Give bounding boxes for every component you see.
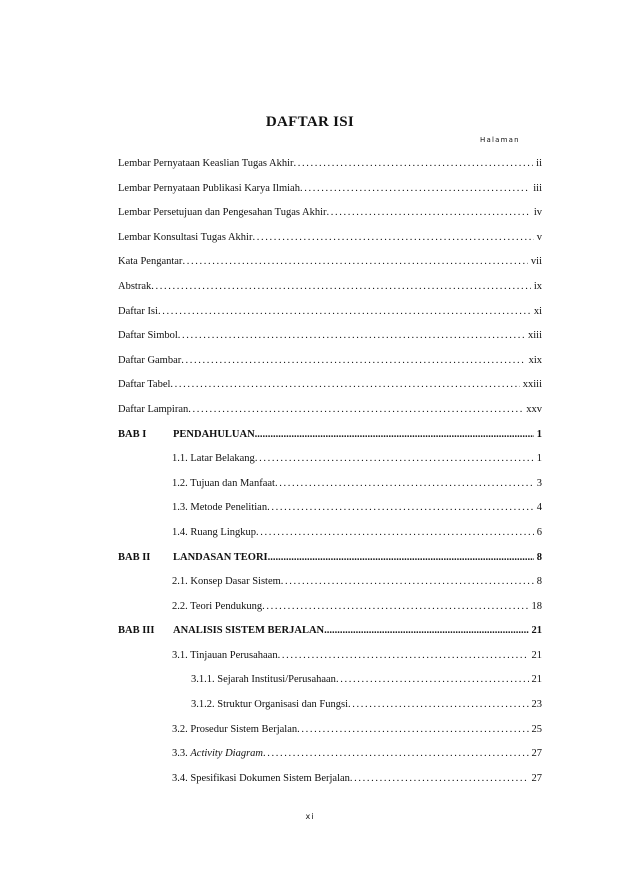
chapter-title: ANALISIS SISTEM BERJALAN: [173, 625, 325, 637]
chapter-number: BAB III: [118, 625, 155, 637]
page-number-footer: xi: [305, 812, 315, 821]
toc-entry[interactable]: Daftar Lampiran . . . xxv: [118, 396, 542, 421]
chapter-title: PENDAHULUAN: [173, 428, 255, 440]
toc-entry[interactable]: Daftar Simbol . . . xiii: [118, 322, 542, 347]
chapter-number: BAB II: [118, 551, 151, 563]
toc-subentry[interactable]: 2.1. Konsep Dasar Sistem . . . 8: [172, 568, 542, 593]
toc-entry[interactable]: Lembar Pernyataan Keaslian Tugas Akhir . . . ii: [118, 150, 542, 175]
page-column-header: Halaman: [480, 136, 520, 144]
toc-subentry[interactable]: 3.4. Spesifikasi Dokumen Sistem Berjalan . . . 27: [172, 765, 542, 790]
table-of-contents: [0, 150, 620, 789]
toc-entry[interactable]: Lembar Persetujuan dan Pengesahan Tugas Akhir . . . iv: [118, 199, 542, 224]
toc-subentry[interactable]: 1.4. Ruang Lingkup . . . 6: [172, 519, 542, 544]
toc-subentry[interactable]: 1.3. Metode Penelitian . . . 4: [172, 494, 542, 519]
toc-subentry[interactable]: 2.2. Teori Pendukung . . . 18: [172, 593, 542, 618]
italic-term: Activity Diagram: [190, 748, 263, 760]
toc-entry[interactable]: Kata Pengantar . . . vii: [118, 248, 542, 273]
chapter-number: BAB I: [118, 428, 147, 440]
chapter-title: LANDASAN TEORI: [173, 551, 268, 563]
toc-subentry[interactable]: 1.1. Latar Belakang . . . 1: [172, 445, 542, 470]
toc-entry[interactable]: Daftar Isi . . . xi: [118, 298, 542, 323]
toc-subsubentry[interactable]: 3.1.2. Struktur Organisasi dan Fungsi . . . 23: [191, 691, 542, 716]
toc-entry[interactable]: Daftar Gambar . . . xix: [118, 347, 542, 372]
toc-chapter-3[interactable]: BAB III ANALISIS SISTEM BERJALAN ..... 21: [118, 617, 542, 642]
toc-entry[interactable]: Lembar Konsultasi Tugas Akhir . . . v: [118, 224, 542, 249]
toc-chapter-2[interactable]: BAB II LANDASAN TEORI ..... 8: [118, 544, 542, 569]
page-title: DAFTAR ISI: [265, 114, 355, 130]
toc-subsubentry[interactable]: 3.1.1. Sejarah Institusi/Perusahaan . . . 21: [191, 666, 542, 691]
toc-entry[interactable]: Abstrak . . . ix: [118, 273, 542, 298]
toc-subentry[interactable]: 1.2. Tujuan dan Manfaat . . . 3: [172, 470, 542, 495]
toc-subentry[interactable]: 3.1. Tinjauan Perusahaan . . . 21: [172, 642, 542, 667]
toc-chapter-1[interactable]: BAB I PENDAHULUAN ..... 1: [118, 421, 542, 446]
toc-entry[interactable]: Lembar Pernyataan Publikasi Karya Ilmiah . . . iii: [118, 175, 542, 200]
toc-subentry[interactable]: 3.3. Activity Diagram . . . 27: [172, 740, 542, 765]
toc-subentry[interactable]: 3.2. Prosedur Sistem Berjalan . . . 25: [172, 716, 542, 741]
toc-entry[interactable]: Daftar Tabel . . . xxiii: [118, 371, 542, 396]
